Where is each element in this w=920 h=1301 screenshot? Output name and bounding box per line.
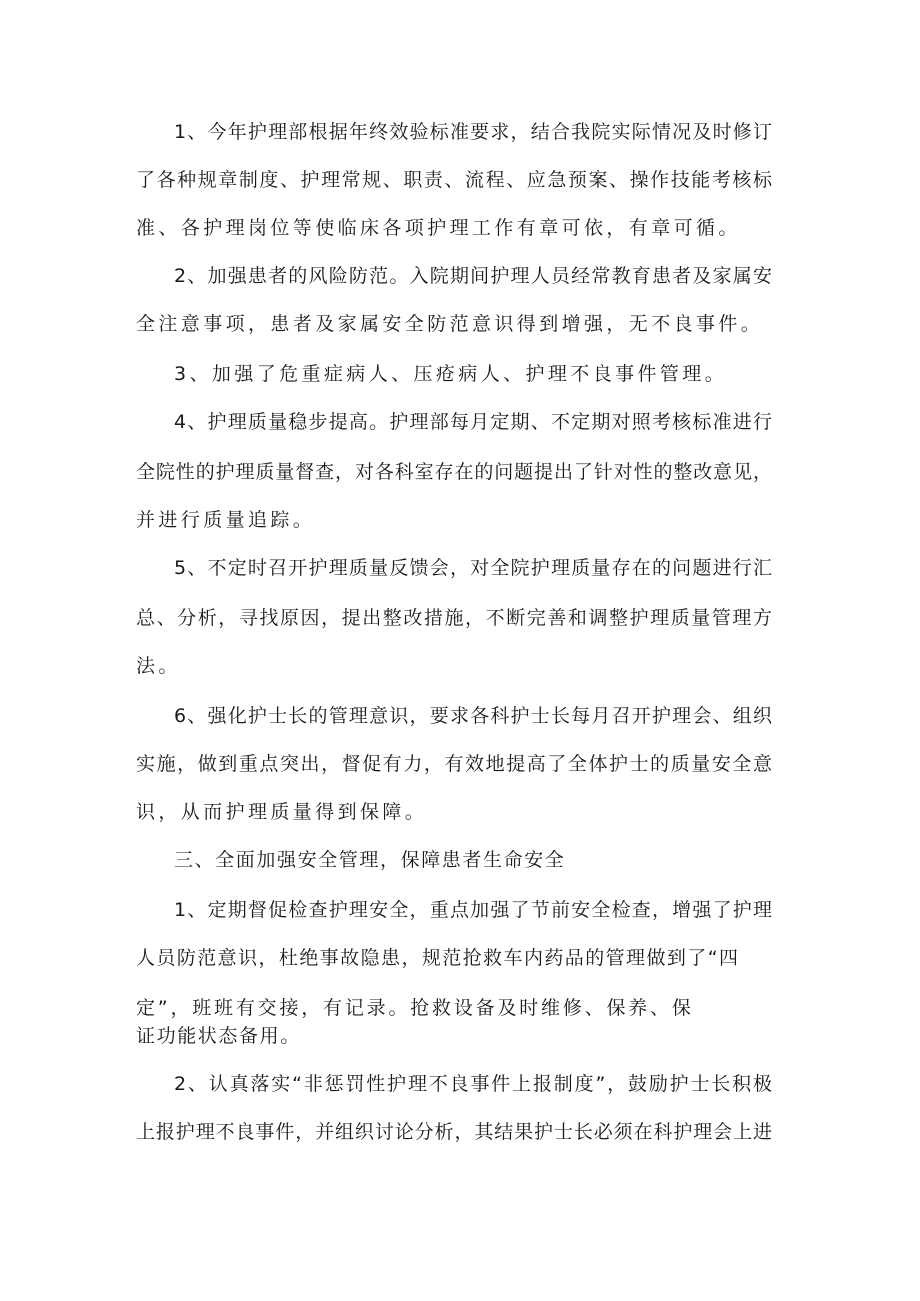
- text-line: 准、各护理岗位等使临床各项护理工作有章可依，有章可循。: [136, 217, 741, 239]
- text-line: 全院性的护理质量督查，对各科室存在的问题提出了针对性的整改意见，: [136, 461, 772, 483]
- text-line: 6、强化护士长的管理意识，要求各科护士长每月召开护理会、组织: [174, 705, 772, 727]
- text-line: 1、今年护理部根据年终效验标准要求，结合我院实际情况及时修订: [174, 121, 772, 143]
- text-line: 证功能状态备用。: [136, 1025, 301, 1047]
- text-line: 定”，班班有交接，有记录。抢救设备及时维修、保养、保: [136, 997, 694, 1019]
- text-line: 4、护理质量稳步提高。护理部每月定期、不定期对照考核标准进行: [174, 411, 772, 433]
- text-line: 实施，做到重点突出，督促有力，有效地提高了全体护士的质量安全意: [136, 753, 772, 775]
- section-heading: 三、全面加强安全管理，保障患者生命安全: [174, 849, 566, 871]
- text-line: 5、不定时召开护理质量反馈会，对全院护理质量存在的问题进行汇: [174, 557, 772, 579]
- text-line: 上报护理不良事件，并组织讨论分析，其结果护士长必须在科护理会上进: [136, 1121, 772, 1143]
- text-line: 全注意事项，患者及家属安全防范意识得到增强，无不良事件。: [136, 313, 764, 335]
- text-line: 法。: [136, 655, 181, 677]
- text-line: 并进行质量追踪。: [136, 509, 316, 531]
- text-line: 1、定期督促检查护理安全，重点加强了节前安全检查，增强了护理: [174, 899, 772, 921]
- text-line: 了各种规章制度、护理常规、职责、流程、应急预案、操作技能考核标: [136, 169, 772, 191]
- text-line: 人员防范意识，杜绝事故隐患，规范抢救车内药品的管理做到了“四: [136, 947, 738, 969]
- text-line: 2、认真落实“非惩罚性护理不良事件上报制度”，鼓励护士长积极: [174, 1073, 772, 1095]
- text-line: 3、加强了危重症病人、压疮病人、护理不良事件管理。: [174, 363, 728, 385]
- text-line: 识，从而护理质量得到保障。: [136, 801, 428, 823]
- text-line: 2、加强患者的风险防范。入院期间护理人员经常教育患者及家属安: [174, 265, 772, 287]
- text-line: 总、分析，寻找原因，提出整改措施，不断完善和调整护理质量管理方: [136, 607, 772, 629]
